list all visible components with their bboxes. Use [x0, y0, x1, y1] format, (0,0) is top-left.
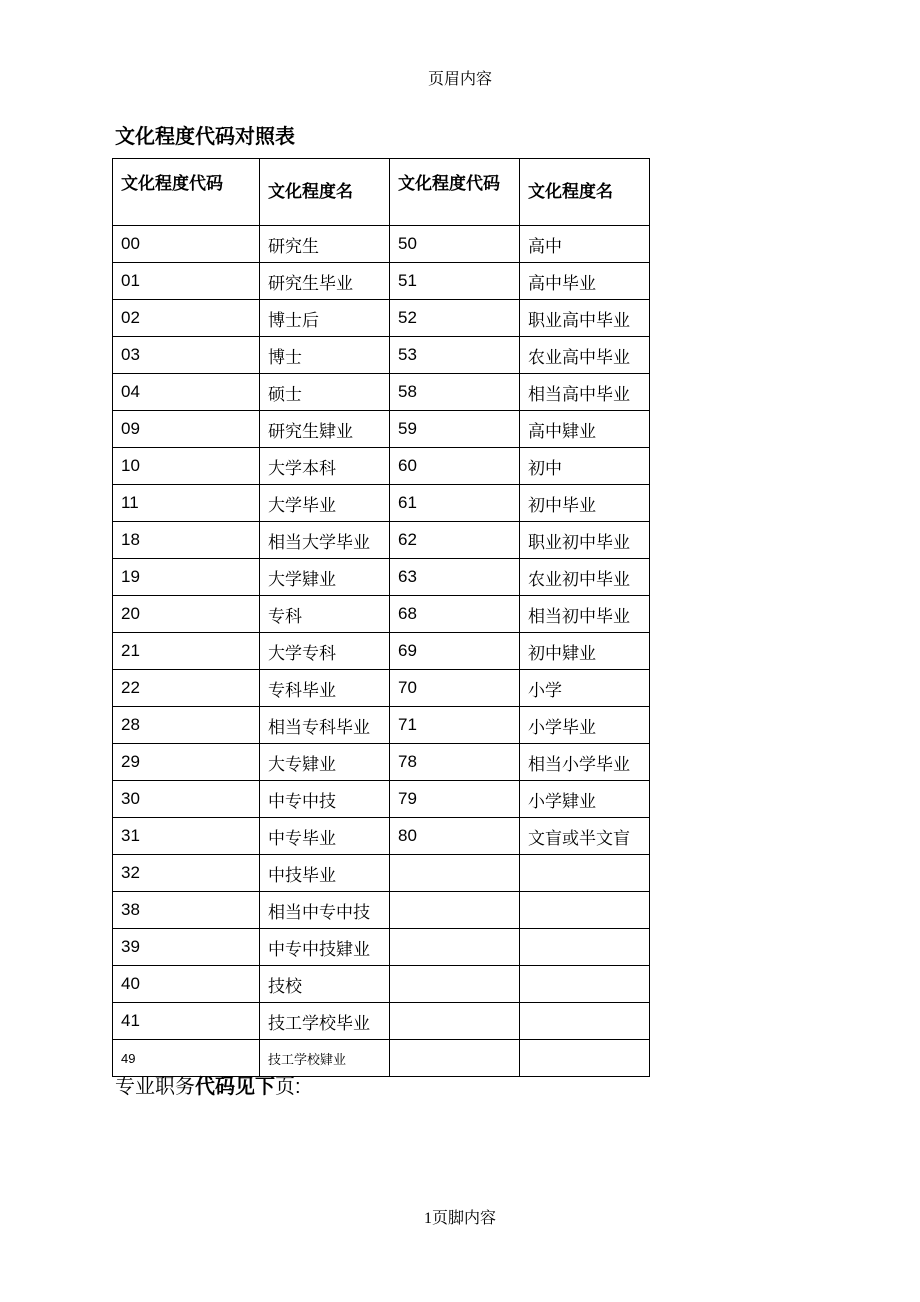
- column-header-name: 文化程度名: [260, 159, 390, 226]
- table-row: [113, 707, 650, 744]
- code-cell: 00: [113, 226, 260, 263]
- name-cell: 职业初中毕业: [520, 522, 650, 559]
- name-cell: 小学毕业: [520, 707, 650, 744]
- name-cell: 相当小学毕业: [520, 744, 650, 781]
- name-cell: 农业高中毕业: [520, 337, 650, 374]
- table-header-row: [113, 159, 650, 226]
- name-cell: 专科: [260, 596, 390, 633]
- code-cell: 63: [390, 559, 520, 596]
- table-row: [113, 337, 650, 374]
- name-cell: 中专中技: [260, 781, 390, 818]
- code-cell: 78: [390, 744, 520, 781]
- table-row: [113, 781, 650, 818]
- code-cell: [390, 929, 520, 966]
- name-cell: 相当高中毕业: [520, 374, 650, 411]
- code-cell: [390, 892, 520, 929]
- name-cell: 大专肄业: [260, 744, 390, 781]
- code-cell: 30: [113, 781, 260, 818]
- code-cell: 38: [113, 892, 260, 929]
- code-cell: 01: [113, 263, 260, 300]
- page-footer: 1页脚内容: [423, 1210, 496, 1227]
- table-row: [113, 411, 650, 448]
- code-cell: [390, 855, 520, 892]
- name-cell: 大学本科: [260, 448, 390, 485]
- code-cell: 80: [390, 818, 520, 855]
- table-row: [113, 522, 650, 559]
- code-cell: 68: [390, 596, 520, 633]
- name-cell: 研究生: [260, 226, 390, 263]
- table-row: [113, 226, 650, 263]
- code-cell: 20: [113, 596, 260, 633]
- table-body: [113, 226, 650, 1077]
- name-cell: 研究生肄业: [260, 411, 390, 448]
- name-cell: 中技毕业: [260, 855, 390, 892]
- column-header-code: 文化程度代码: [113, 159, 260, 226]
- code-cell: 60: [390, 448, 520, 485]
- page-title: 文化程度代码对照表: [115, 126, 295, 148]
- code-cell: 52: [390, 300, 520, 337]
- code-cell: 28: [113, 707, 260, 744]
- table-row: [113, 374, 650, 411]
- table-row: [113, 744, 650, 781]
- column-header-code: 文化程度代码: [390, 159, 520, 226]
- code-cell: 04: [113, 374, 260, 411]
- name-cell: 高中毕业: [520, 263, 650, 300]
- code-cell: 32: [113, 855, 260, 892]
- name-cell: 文盲或半文盲: [520, 818, 650, 855]
- code-cell: [390, 1040, 520, 1077]
- column-header-name: 文化程度名: [520, 159, 650, 226]
- table-row: [113, 892, 650, 929]
- name-cell: 相当专科毕业: [260, 707, 390, 744]
- name-cell: 初中毕业: [520, 485, 650, 522]
- table-row: [113, 966, 650, 1003]
- name-cell: 技工学校肄业: [260, 1040, 390, 1077]
- name-cell: 高中: [520, 226, 650, 263]
- code-cell: 09: [113, 411, 260, 448]
- code-cell: 53: [390, 337, 520, 374]
- code-cell: 31: [113, 818, 260, 855]
- name-cell: [520, 1003, 650, 1040]
- name-cell: 大学毕业: [260, 485, 390, 522]
- code-cell: 22: [113, 670, 260, 707]
- table-row: [113, 263, 650, 300]
- code-cell: 03: [113, 337, 260, 374]
- note-text: 专业职务: [115, 1076, 195, 1098]
- name-cell: 中专毕业: [260, 818, 390, 855]
- code-cell: 62: [390, 522, 520, 559]
- name-cell: 大学专科: [260, 633, 390, 670]
- table-row: [113, 818, 650, 855]
- code-cell: 58: [390, 374, 520, 411]
- table-row: [113, 1003, 650, 1040]
- table-row: [113, 485, 650, 522]
- code-cell: 19: [113, 559, 260, 596]
- name-cell: 相当初中毕业: [520, 596, 650, 633]
- code-cell: 71: [390, 707, 520, 744]
- name-cell: 博士: [260, 337, 390, 374]
- note-text-bold: 代码见下: [195, 1076, 275, 1098]
- code-cell: 69: [390, 633, 520, 670]
- name-cell: 研究生毕业: [260, 263, 390, 300]
- code-cell: 21: [113, 633, 260, 670]
- name-cell: 小学肄业: [520, 781, 650, 818]
- name-cell: 博士后: [260, 300, 390, 337]
- name-cell: 硕士: [260, 374, 390, 411]
- name-cell: 高中肄业: [520, 411, 650, 448]
- table-row: [113, 596, 650, 633]
- name-cell: 中专中技肄业: [260, 929, 390, 966]
- code-cell: 40: [113, 966, 260, 1003]
- name-cell: 专科毕业: [260, 670, 390, 707]
- name-cell: 技校: [260, 966, 390, 1003]
- table-row: [113, 633, 650, 670]
- code-cell: 50: [390, 226, 520, 263]
- table-row: [113, 448, 650, 485]
- code-cell: [390, 966, 520, 1003]
- table-row: [113, 929, 650, 966]
- code-cell: 51: [390, 263, 520, 300]
- name-cell: 相当中专中技: [260, 892, 390, 929]
- table-row: [113, 559, 650, 596]
- code-cell: 11: [113, 485, 260, 522]
- page-header: 页眉内容: [427, 71, 492, 88]
- name-cell: 初中: [520, 448, 650, 485]
- name-cell: 技工学校毕业: [260, 1003, 390, 1040]
- code-cell: 59: [390, 411, 520, 448]
- code-cell: 10: [113, 448, 260, 485]
- code-cell: 70: [390, 670, 520, 707]
- education-code-table: [112, 158, 650, 1077]
- table-row: [113, 670, 650, 707]
- code-cell: 41: [113, 1003, 260, 1040]
- code-cell: 18: [113, 522, 260, 559]
- code-cell: 49: [113, 1040, 260, 1077]
- name-cell: 小学: [520, 670, 650, 707]
- code-cell: 02: [113, 300, 260, 337]
- note-text: 页:: [275, 1076, 301, 1098]
- code-cell: 79: [390, 781, 520, 818]
- code-cell: 29: [113, 744, 260, 781]
- name-cell: [520, 855, 650, 892]
- table-row: [113, 300, 650, 337]
- name-cell: [520, 1040, 650, 1077]
- name-cell: 大学肄业: [260, 559, 390, 596]
- next-page-note: [115, 1070, 301, 1099]
- code-cell: [390, 1003, 520, 1040]
- name-cell: 职业高中毕业: [520, 300, 650, 337]
- name-cell: 相当大学毕业: [260, 522, 390, 559]
- name-cell: [520, 892, 650, 929]
- name-cell: 农业初中毕业: [520, 559, 650, 596]
- table-row: [113, 855, 650, 892]
- code-cell: 61: [390, 485, 520, 522]
- name-cell: 初中肄业: [520, 633, 650, 670]
- code-cell: 39: [113, 929, 260, 966]
- name-cell: [520, 966, 650, 1003]
- name-cell: [520, 929, 650, 966]
